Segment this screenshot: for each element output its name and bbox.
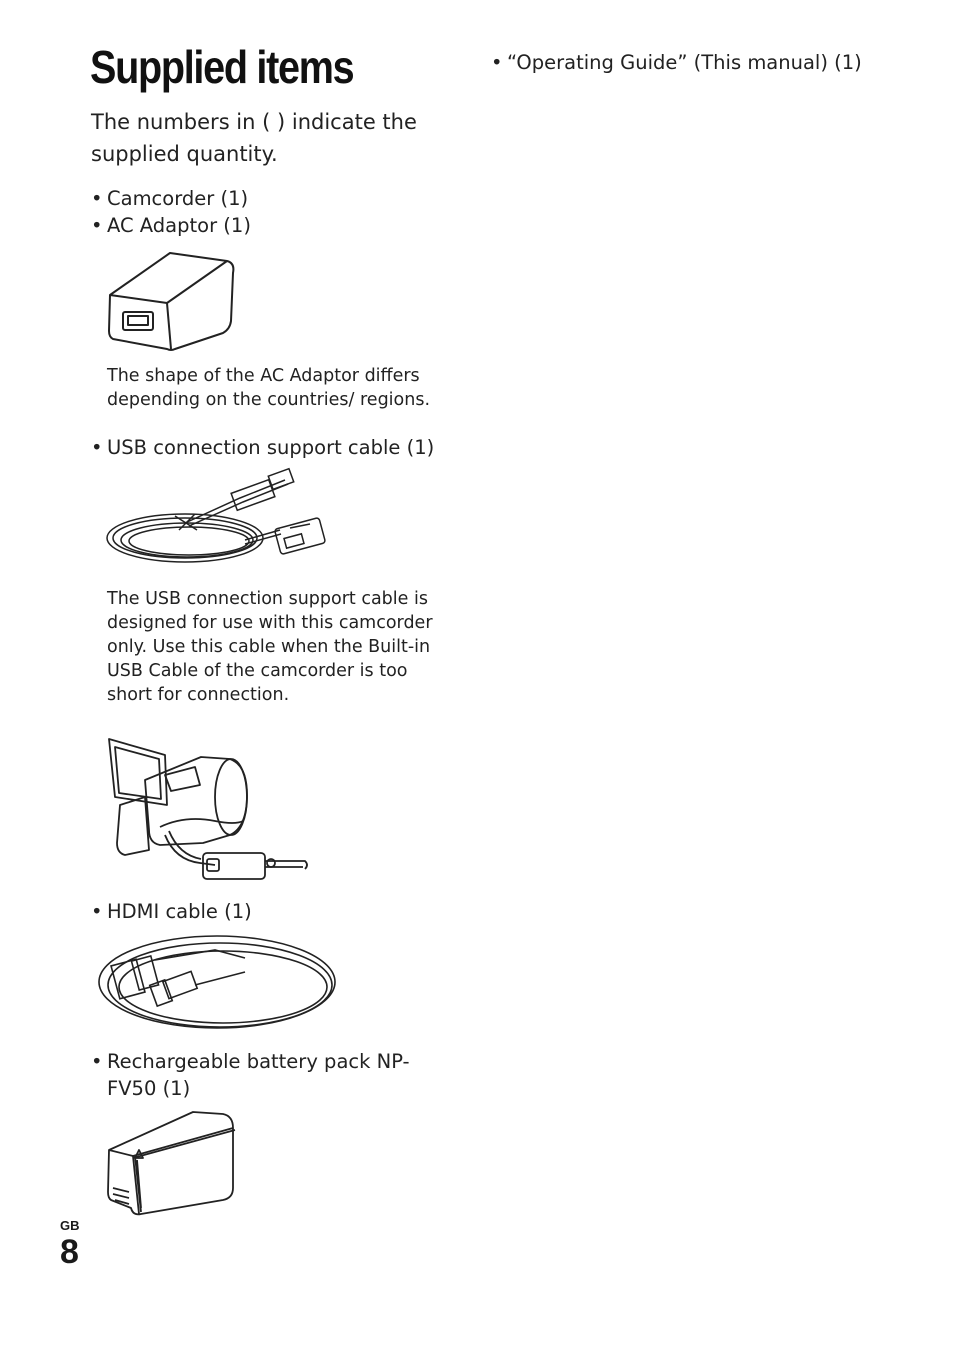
hdmi-cable-illustration (105, 930, 337, 1032)
region-code: GB (60, 1218, 80, 1233)
list-item-camcorder (91, 185, 467, 212)
bullet: • (491, 51, 503, 74)
bullet: • (91, 1050, 103, 1073)
ac-adaptor-note: The shape of the AC Adaptor differs depending on the countries/ regions. (107, 366, 431, 410)
item-label: “Operating Guide” (This manual) (1) (507, 51, 862, 74)
usb-cable-note: The USB connection support cable is designed for use with this camcorder only. Use this cable when the Built-in USB Cable of the camcorder is too short for connection. (107, 589, 433, 705)
list-item-operating-guide (491, 49, 867, 76)
list-item-ac-adaptor (91, 212, 467, 239)
page-number: 8 (60, 1233, 79, 1271)
intro-text: The numbers in ( ) indicate the supplied quantity. (91, 110, 417, 166)
item-label: AC Adaptor (1) (107, 214, 251, 237)
list-item-usb-cable (91, 434, 467, 461)
camcorder-illustration (105, 735, 310, 885)
item-label: USB connection support cable (1) (107, 436, 435, 459)
battery-pack-illustration (105, 1108, 240, 1220)
list-item-battery-pack (91, 1048, 452, 1102)
item-label: Rechargeable battery pack NP-FV50 (1) (107, 1050, 410, 1100)
usb-cable-illustration (105, 468, 330, 573)
bullet: • (91, 214, 103, 237)
bullet: • (91, 187, 103, 210)
ac-adaptor-illustration (105, 245, 240, 355)
bullet: • (91, 436, 103, 459)
list-item-hdmi-cable (91, 898, 467, 925)
bullet: • (91, 900, 103, 923)
item-label: Camcorder (1) (107, 187, 249, 210)
page-title: Supplied items (90, 41, 354, 93)
item-label: HDMI cable (1) (107, 900, 252, 923)
